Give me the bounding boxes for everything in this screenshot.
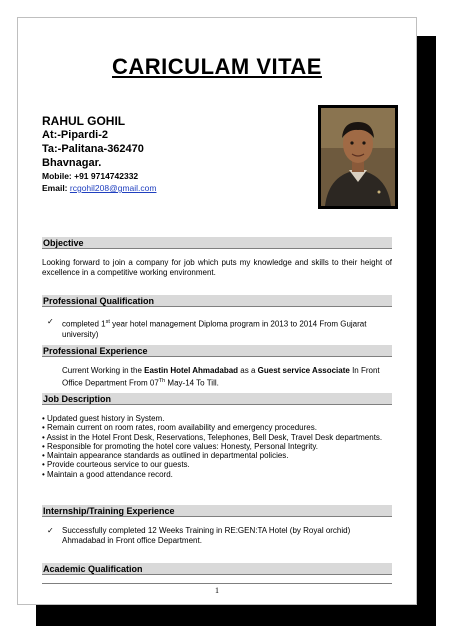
check-icon: ✓	[47, 317, 54, 326]
internship-heading: Internship/Training Experience	[42, 505, 392, 517]
page-number: 1	[215, 586, 219, 595]
experience-part-1: Current Working in the	[62, 366, 145, 375]
address-line-2: Ta:-Palitana-362470	[42, 143, 144, 155]
list-item: • Responsible for promoting the hotel core values: Honesty, Personal Integrity.	[42, 442, 392, 451]
qualification-post: year hotel management Diploma program in 2013 to 2014 From Gujarat university)	[62, 319, 367, 339]
objective-text: Looking forward to join a company for job which puts my knowledge and skills to their height of excellence in a competitive working environment.	[42, 258, 392, 277]
profile-photo	[318, 105, 398, 209]
qualification-sup: st	[105, 319, 110, 325]
email-row	[42, 183, 156, 193]
academic-qualification-heading: Academic Qualification	[42, 563, 392, 575]
qualification-text	[62, 317, 382, 340]
check-icon: ✓	[47, 526, 54, 535]
job-role: Guest service Associate	[257, 366, 350, 375]
list-item: • Maintain appearance standards as outlined in departmental policies.	[42, 451, 392, 460]
professional-qualification-heading: Professional Qualification	[42, 295, 392, 307]
experience-sup: Th	[158, 378, 166, 384]
hotel-name: Eastin Hotel Ahmadabad	[144, 366, 239, 375]
address-line-1: At:-Pipardi-2	[42, 129, 108, 141]
candidate-name: RAHUL GOHIL	[42, 114, 126, 128]
experience-part-4: May-14 To Till.	[165, 378, 219, 388]
list-item: • Updated guest history in System.	[42, 414, 392, 423]
list-item: • Maintain a good attendance record.	[42, 470, 392, 479]
professional-experience-heading: Professional Experience	[42, 345, 392, 357]
footer-divider	[42, 583, 392, 584]
experience-text	[62, 366, 392, 389]
email-link[interactable]: rcgohil208@gmail.com	[69, 183, 157, 193]
list-item: • Assist in the Hotel Front Desk, Reservations, Telephones, Bell Desk, Travel Desk departments.	[42, 433, 392, 442]
objective-heading: Objective	[42, 237, 392, 249]
qualification-pre: completed 1	[62, 319, 106, 329]
list-item: • Remain current on room rates, room availability and emergency procedures.	[42, 423, 392, 432]
list-item: • Provide courteous service to our guests.	[42, 460, 392, 469]
cv-title: CARICULAM VITAE	[112, 54, 322, 79]
internship-text: Successfully completed 12 Weeks Training in RE:GEN:TA Hotel (by Royal orchid) Ahmadabad in Front office Department.	[62, 526, 351, 545]
job-description-heading: Job Description	[42, 393, 392, 405]
experience-part-2: as a	[238, 366, 258, 375]
portrait-image	[321, 108, 395, 206]
address-line-3: Bhavnagar.	[42, 157, 102, 169]
cv-page	[17, 17, 417, 605]
job-description-list	[42, 414, 392, 479]
mobile-number: Mobile: +91 9714742332	[42, 171, 139, 181]
experience-part-3: In Front Office Department From 07	[62, 366, 380, 388]
email-label: Email:	[42, 183, 68, 193]
